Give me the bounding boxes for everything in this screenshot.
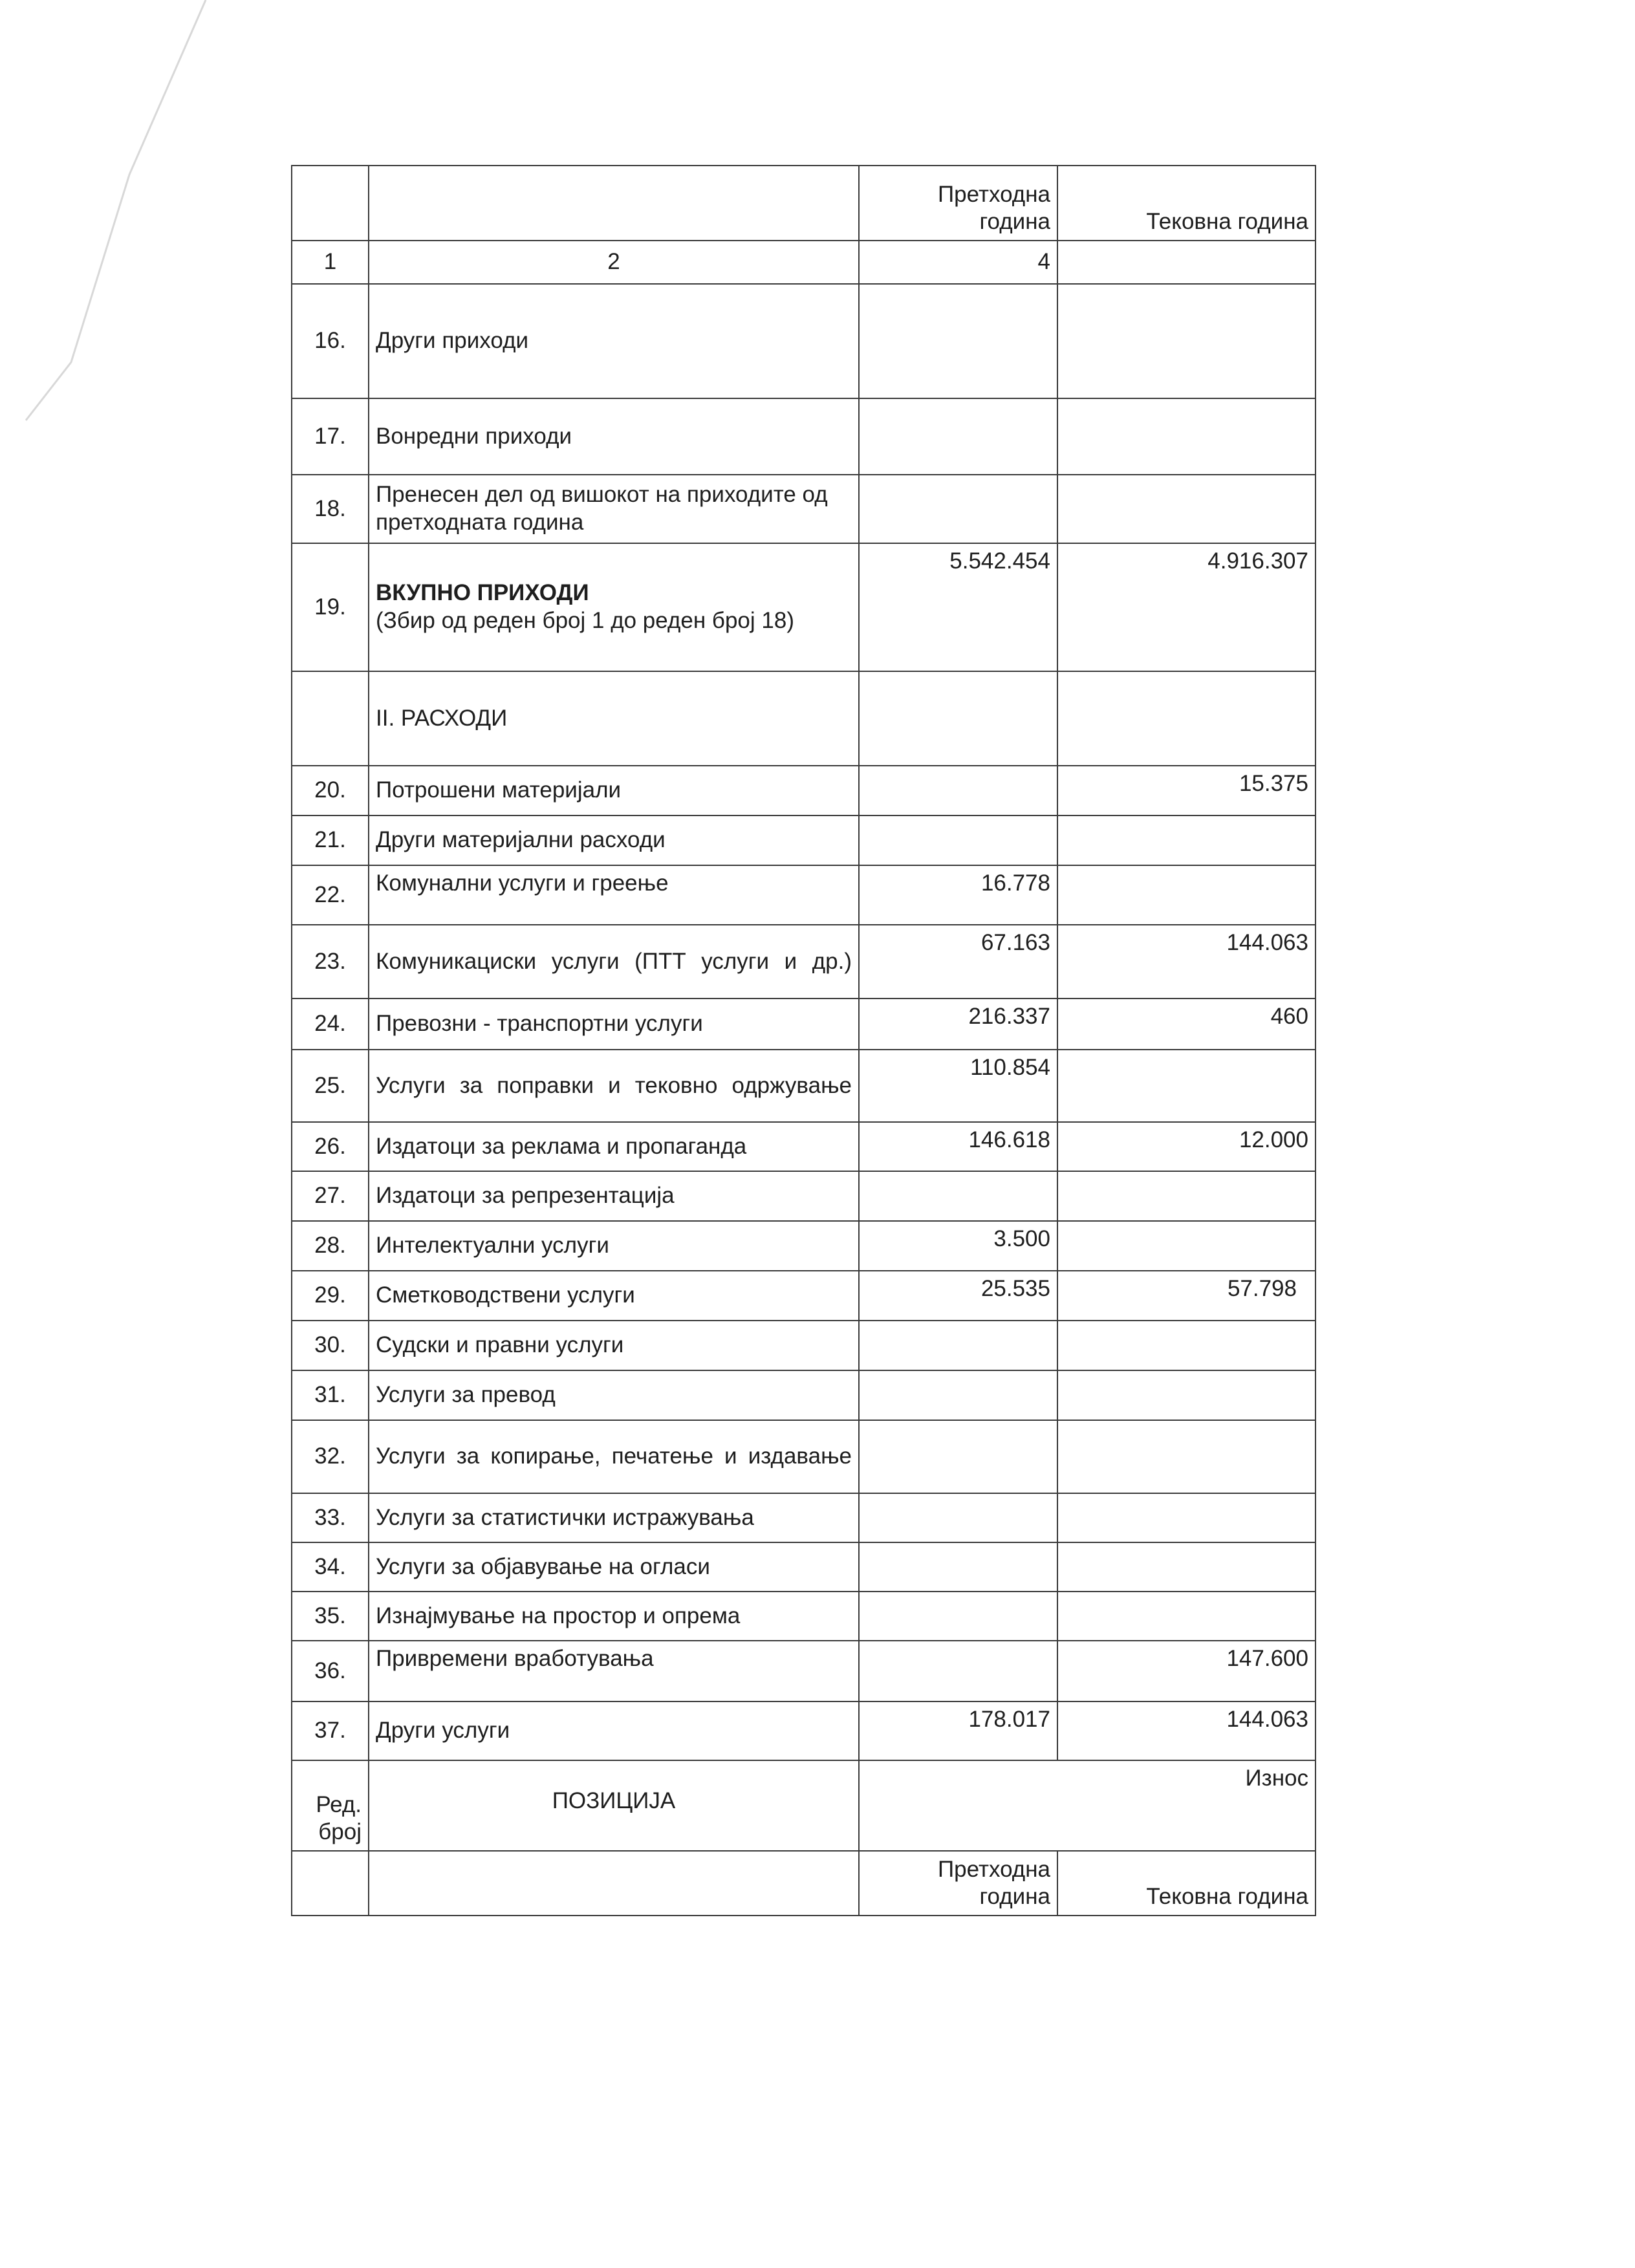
row-curr-amount — [1057, 671, 1316, 766]
row-position: Други приходи — [369, 284, 859, 398]
row-position: Услуги за објавување на огласи — [369, 1542, 859, 1592]
row-number: 20. — [292, 766, 369, 815]
row-number: 33. — [292, 1493, 369, 1542]
row-position: Други услуги — [369, 1701, 859, 1760]
row-number: 34. — [292, 1542, 369, 1592]
row-curr-amount — [1057, 1542, 1316, 1592]
row-prev-amount: 25.535 — [859, 1271, 1057, 1321]
row-curr-amount — [1057, 1050, 1316, 1122]
row-curr-amount: 4.916.307 — [1057, 543, 1316, 671]
row-position: Услуги за статистички истражувања — [369, 1493, 859, 1542]
row-prev-amount — [859, 1592, 1057, 1641]
row-position: Издатоци за репрезентација — [369, 1171, 859, 1221]
row-number: 27. — [292, 1171, 369, 1221]
table-row — [292, 1641, 1316, 1701]
row-number: 31. — [292, 1370, 369, 1420]
section-heading-expenses: II. РАСХОДИ — [369, 671, 859, 766]
row-prev-amount — [859, 1171, 1057, 1221]
row-curr-amount — [1057, 815, 1316, 865]
table-row — [292, 475, 1316, 543]
colnum-1: 1 — [292, 241, 369, 284]
table-row — [292, 1171, 1316, 1221]
table-row — [292, 1542, 1316, 1592]
footer-blank-pos — [369, 1851, 859, 1916]
row-position: Пренесен дел од вишокот на приходите од претходната година — [369, 475, 859, 543]
financial-table — [291, 165, 1316, 1916]
row-number: 16. — [292, 284, 369, 398]
header-num-cell — [292, 166, 369, 241]
row-number: 36. — [292, 1641, 369, 1701]
row-number: 26. — [292, 1122, 369, 1171]
row-position: Други материјални расходи — [369, 815, 859, 865]
table-row — [292, 1370, 1316, 1420]
row-position: Комуникациски услуги (ПТТ услуги и др.) — [369, 925, 859, 999]
colnum-2: 2 — [369, 241, 859, 284]
row-position: Потрошени материјали — [369, 766, 859, 815]
row-number — [292, 671, 369, 766]
table-row — [292, 1420, 1316, 1493]
table-row-section-expenses — [292, 671, 1316, 766]
footer-red-broj: Ред. број — [292, 1760, 369, 1851]
row-curr-amount: 57.798 — [1057, 1271, 1316, 1321]
table-row — [292, 1493, 1316, 1542]
footer-pozicija: ПОЗИЦИЈА — [369, 1760, 859, 1851]
row-prev-amount: 3.500 — [859, 1221, 1057, 1271]
row-position: Изнајмување на простор и опрема — [369, 1592, 859, 1641]
footer-header-row — [292, 1760, 1316, 1851]
table-row — [292, 815, 1316, 865]
footer-curr-year: Тековна година — [1057, 1851, 1316, 1916]
row-number: 17. — [292, 398, 369, 475]
total-income-note: (Збир од реден број 1 до реден број 18) — [376, 608, 794, 633]
row-number: 37. — [292, 1701, 369, 1760]
header-prev-year: Претходна година — [859, 166, 1057, 241]
table-row — [292, 1271, 1316, 1321]
table-row — [292, 766, 1316, 815]
row-curr-amount — [1057, 1370, 1316, 1420]
row-number: 25. — [292, 1050, 369, 1122]
table-row — [292, 1321, 1316, 1370]
row-number: 22. — [292, 865, 369, 925]
row-curr-amount — [1057, 1171, 1316, 1221]
row-number: 23. — [292, 925, 369, 999]
row-prev-amount — [859, 815, 1057, 865]
table-row-total-income — [292, 543, 1316, 671]
row-prev-amount: 67.163 — [859, 925, 1057, 999]
row-curr-amount: 144.063 — [1057, 925, 1316, 999]
row-number: 24. — [292, 999, 369, 1050]
column-number-row — [292, 241, 1316, 284]
row-prev-amount — [859, 284, 1057, 398]
table-row — [292, 999, 1316, 1050]
row-position: Издатоци за реклама и пропаганда — [369, 1122, 859, 1171]
table-row — [292, 1050, 1316, 1122]
row-curr-amount: 147.600 — [1057, 1641, 1316, 1701]
table-row — [292, 865, 1316, 925]
footer-years-row — [292, 1851, 1316, 1916]
row-prev-amount: 216.337 — [859, 999, 1057, 1050]
row-position: Услуги за копирање, печатење и издавање — [369, 1420, 859, 1493]
row-prev-amount — [859, 766, 1057, 815]
row-curr-amount: 144.063 — [1057, 1701, 1316, 1760]
header-row — [292, 166, 1316, 241]
row-position — [369, 543, 859, 671]
row-prev-amount: 5.542.454 — [859, 543, 1057, 671]
header-position-cell — [369, 166, 859, 241]
row-curr-amount: 460 — [1057, 999, 1316, 1050]
row-number: 35. — [292, 1592, 369, 1641]
total-income-label: ВКУПНО ПРИХОДИ — [376, 580, 589, 606]
row-prev-amount — [859, 1641, 1057, 1701]
row-position: Привремени вработувања — [369, 1641, 859, 1701]
row-number: 19. — [292, 543, 369, 671]
row-number: 32. — [292, 1420, 369, 1493]
row-position: Вонредни приходи — [369, 398, 859, 475]
table-row — [292, 1701, 1316, 1760]
header-curr-year: Тековна година — [1057, 166, 1316, 241]
row-curr-amount — [1057, 1321, 1316, 1370]
row-prev-amount — [859, 1420, 1057, 1493]
row-position: Услуги за превод — [369, 1370, 859, 1420]
table-row — [292, 1221, 1316, 1271]
row-number: 30. — [292, 1321, 369, 1370]
table-row — [292, 284, 1316, 398]
table-row — [292, 1122, 1316, 1171]
row-prev-amount — [859, 1370, 1057, 1420]
row-prev-amount — [859, 1493, 1057, 1542]
row-curr-amount: 12.000 — [1057, 1122, 1316, 1171]
row-curr-amount — [1057, 1592, 1316, 1641]
row-curr-amount: 15.375 — [1057, 766, 1316, 815]
row-curr-amount — [1057, 398, 1316, 475]
table-row — [292, 398, 1316, 475]
row-position: Превозни - транспортни услуги — [369, 999, 859, 1050]
row-curr-amount — [1057, 284, 1316, 398]
row-position: Услуги за поправки и тековно одржување — [369, 1050, 859, 1122]
row-curr-amount — [1057, 1493, 1316, 1542]
row-curr-amount — [1057, 475, 1316, 543]
row-position: Судски и правни услуги — [369, 1321, 859, 1370]
row-prev-amount — [859, 1542, 1057, 1592]
row-curr-amount — [1057, 1221, 1316, 1271]
row-prev-amount — [859, 1321, 1057, 1370]
colnum-blank — [1057, 241, 1316, 284]
footer-blank-num — [292, 1851, 369, 1916]
table-row — [292, 1592, 1316, 1641]
row-prev-amount: 178.017 — [859, 1701, 1057, 1760]
row-position: Интелектуални услуги — [369, 1221, 859, 1271]
row-prev-amount: 16.778 — [859, 865, 1057, 925]
footer-prev-year: Претходна година — [859, 1851, 1057, 1916]
row-position: Сметководствени услуги — [369, 1271, 859, 1321]
table-row — [292, 925, 1316, 999]
footer-iznos: Износ — [859, 1760, 1316, 1851]
row-number: 28. — [292, 1221, 369, 1271]
row-number: 18. — [292, 475, 369, 543]
row-position: Комунални услуги и греење — [369, 865, 859, 925]
row-curr-amount — [1057, 1420, 1316, 1493]
row-prev-amount: 110.854 — [859, 1050, 1057, 1122]
row-prev-amount — [859, 475, 1057, 543]
row-prev-amount — [859, 398, 1057, 475]
row-prev-amount: 146.618 — [859, 1122, 1057, 1171]
row-curr-amount — [1057, 865, 1316, 925]
colnum-4: 4 — [859, 241, 1057, 284]
row-prev-amount — [859, 671, 1057, 766]
row-number: 21. — [292, 815, 369, 865]
row-number: 29. — [292, 1271, 369, 1321]
